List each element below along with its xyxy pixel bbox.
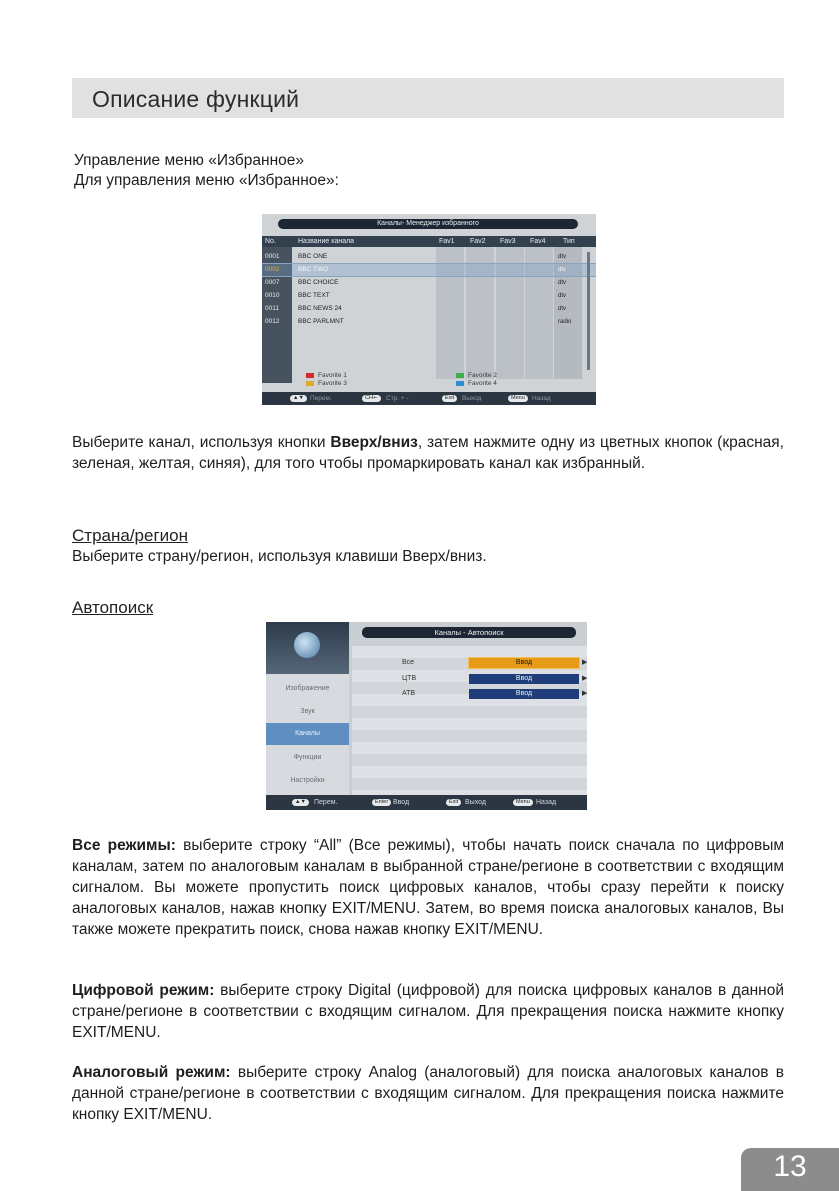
country-heading: Страна/регион [72,526,188,545]
page-number: 13 [773,1150,807,1183]
sidebar-item-settings[interactable]: Настройки [290,777,325,784]
menu-key-icon: Menu [513,799,533,806]
updown-key-icon: ▲▼ [290,395,307,402]
legend-favorite-2 [456,372,497,380]
col-fav3: Fav3 [500,238,516,245]
para1-bold-keyword: Вверх/вниз [330,434,418,451]
enter-hint: Ввод [393,799,410,806]
updown-key-icon: ▲▼ [292,799,309,806]
channel-name: BBC TWO [298,266,329,273]
menu-key-icon: Menu [508,395,528,402]
back-hint: Назад [536,799,557,806]
digital-mode-text: выберите строку Digital (цифровой) для поиска цифровых каналов в данной стране/регионе в соответствии с входящим сигналом. Для прекращения поиска нажмите кнопку EXIT/MENU. [72,982,784,1041]
exit-hint: Выход [462,395,482,402]
row-label: АТВ [402,690,416,697]
channel-type: dtv [558,293,567,299]
all-modes-text: выберите строку “All” (Все режимы), чтобы начать поиск сначала по цифровым каналам, затем по аналоговым каналам в выбранной стране/регионе в соответствии с входящим сигналом. Вы можете пропустить поиск цифровых каналов, чтобы сразу перейти к поиску аналоговых каналов, нажав кнопку EXIT/MENU. Затем, во время поиска аналоговых каналов, Вы также можете прекратить поиск, снова нажав кнопку EXIT/MENU. [72,837,784,938]
country-text: Выберите страну/регион, используя клавиши Вверх/вниз. [72,548,487,565]
legend-favorite-4 [456,380,497,388]
blue-color-swatch [456,381,464,386]
autosearch-screen-title: Каналы - Автопоиск [362,627,576,638]
favorites-screen-title: Каналы- Менеджер избранного [278,219,578,229]
channel-row[interactable] [262,290,596,302]
arrow-right-icon: ▶ [582,690,587,697]
all-modes-label: Все режимы: [72,837,176,854]
paragraph-all-modes [72,835,784,940]
autosearch-row-atv[interactable] [352,688,587,700]
channel-number: 0001 [265,253,280,260]
enter-button[interactable]: Ввод [469,689,579,699]
arrow-right-icon: ▶ [582,659,587,666]
favorites-table-header [262,236,596,247]
channel-type: dtv [558,267,567,273]
channel-number: 0010 [265,292,280,299]
autosearch-footer-bar [266,795,587,810]
analog-mode-label: Аналоговый режим: [72,1064,231,1081]
paragraph-analog-mode [72,1062,784,1125]
digital-mode-label: Цифровой режим: [72,982,215,999]
red-color-swatch [306,373,314,378]
enter-button[interactable]: Ввод [469,658,579,668]
para1-text-end: , затем нажмите одну из цветных кнопок (красная, зеленая, желтая, синяя), для того чтобы промаркировать канал как избранный. [72,434,784,472]
sidebar-item-functions[interactable]: Функции [293,754,322,761]
col-fav2: Fav2 [470,238,486,245]
autosearch-screenshot [266,622,587,810]
favorites-manager-screenshot [262,214,596,405]
sidebar-item-channels[interactable]: Каналы [266,723,349,745]
col-fav1: Fav1 [439,238,455,245]
intro-line-1: Управление меню «Избранное» [74,152,305,169]
autosearch-row-dtv[interactable] [352,673,587,685]
exit-key-icon: Exit [446,799,461,806]
channel-row[interactable] [262,303,596,315]
para1-text-start: Выберите канал, используя кнопки [72,434,331,451]
intro-line-2: Для управления меню «Избранное»: [74,172,339,189]
autosearch-heading: Автопоиск [72,598,154,617]
green-color-swatch [456,373,464,378]
channel-list-scrollbar[interactable] [587,252,590,370]
sidebar-item-picture[interactable]: Изображение [285,685,330,692]
arrow-right-icon: ▶ [582,675,587,682]
legend-label: Favorite 2 [468,372,497,379]
channel-number: 0012 [265,318,280,325]
row-label: Все [402,659,415,666]
satellite-dish-icon [294,632,320,658]
col-fav4: Fav4 [530,238,546,245]
yellow-color-swatch [306,381,314,386]
paragraph-digital-mode [72,980,784,1043]
channel-name: BBC PARLMNT [298,318,344,325]
back-hint: Назад [532,395,551,402]
enter-button[interactable]: Ввод [469,674,579,684]
legend-label: Favorite 4 [468,380,497,387]
page-hint: Стр. + - [386,395,409,402]
enter-key-icon: Enter [372,799,391,806]
section-title: Описание функций [92,86,300,112]
channel-row-selected[interactable] [262,264,596,276]
channel-name: BBC TEXT [298,292,330,299]
row-label: ЦТВ [402,675,417,682]
channel-row[interactable] [262,316,596,328]
sidebar-item-sound[interactable]: Звук [300,708,315,715]
legend-label: Favorite 3 [318,380,347,387]
legend-label: Favorite 1 [318,372,347,379]
channel-row[interactable] [262,277,596,289]
col-type: Тип [563,238,575,245]
paragraph-select-channel [72,432,784,474]
exit-hint: Выход [465,799,486,806]
channel-name: BBC ONE [298,253,328,260]
move-hint: Перем. [314,799,338,806]
ch-key-icon: CH+- [362,395,381,402]
channel-type: dtv [558,306,567,312]
channel-name: BBC CHOICE [298,279,339,286]
exit-key-icon: Exit [442,395,457,402]
channel-name: BBC NEWS 24 [298,305,342,312]
channel-type: dtv [558,254,567,260]
channel-row[interactable] [262,251,596,263]
channel-type: radio [558,319,572,325]
legend-favorite-3 [306,380,347,388]
menu-sidebar [266,622,349,795]
col-name: Название канала [298,238,355,245]
move-hint: Перем. [310,395,332,402]
col-no: No. [265,238,276,245]
sidebar-logo [266,622,349,674]
autosearch-row-all[interactable] [352,657,587,669]
legend-favorite-1 [306,372,347,380]
channel-number: 0011 [265,305,279,312]
channel-number: 0002 [265,266,280,273]
favorites-footer-bar [262,392,596,405]
analog-mode-text: выберите строку Analog (аналоговый) для поиска аналоговых каналов в данной стране/регионе в соответствии с входящим сигналом. Для прекращения поиска нажмите кнопку EXIT/MENU. [72,1064,784,1123]
channel-number: 0007 [265,279,280,286]
channel-type: dtv [558,280,567,286]
